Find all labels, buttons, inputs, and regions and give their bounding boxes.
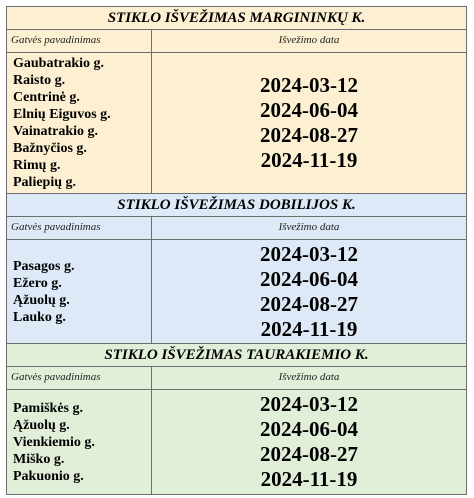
street-item: Vienkiemio g.	[13, 434, 95, 450]
street-item: Pakuonio g.	[13, 468, 84, 484]
column-header-date: Išvežimo data	[278, 221, 340, 233]
body-row	[7, 390, 466, 494]
section-taurakiemio	[6, 344, 467, 495]
column-header-date: Išvežimo data	[278, 34, 340, 46]
section-title: STIKLO IŠVEŽIMAS TAURAKIEMIO K.	[7, 344, 466, 367]
street-item: Ąžuolų g.	[13, 417, 70, 433]
column-header-street: Gatvės pavadinimas	[7, 217, 152, 239]
pickup-date: 2024-11-19	[260, 316, 358, 341]
street-list	[7, 240, 152, 343]
street-item: Pamiškės g.	[13, 400, 83, 416]
street-item: Gaubatrakio g.	[13, 56, 105, 71]
date-list	[152, 390, 466, 494]
street-item: Centrinė g.	[13, 90, 80, 105]
street-item: Rimų g.	[13, 158, 61, 173]
date-list	[152, 240, 466, 343]
street-item: Raisto g.	[13, 73, 66, 88]
section-title: STIKLO IŠVEŽIMAS DOBILIJOS K.	[7, 194, 466, 217]
section-title: STIKLO IŠVEŽIMAS MARGININKŲ K.	[7, 7, 466, 30]
schedule-table	[6, 6, 467, 495]
street-item: Miško g.	[13, 451, 65, 467]
street-item: Vainatrakio g.	[13, 124, 99, 139]
pickup-date: 2024-06-04	[260, 417, 358, 441]
header-row	[7, 217, 466, 240]
street-item: Ežero g.	[13, 275, 62, 291]
column-header-street: Gatvės pavadinimas	[7, 367, 152, 389]
pickup-date: 2024-06-04	[260, 98, 358, 122]
street-item: Lauko g.	[13, 309, 66, 325]
street-item: Ąžuolų g.	[13, 292, 70, 308]
body-row	[7, 53, 466, 193]
pickup-date: 2024-11-19	[260, 148, 358, 172]
column-header-street: Gatvės pavadinimas	[7, 30, 152, 52]
pickup-date: 2024-11-19	[260, 467, 358, 491]
pickup-date: 2024-08-27	[260, 291, 358, 316]
pickup-date: 2024-08-27	[260, 123, 358, 147]
pickup-date: 2024-06-04	[260, 266, 358, 291]
date-list	[152, 53, 466, 193]
column-header-date: Išvežimo data	[278, 371, 340, 383]
street-list	[7, 53, 152, 193]
header-row	[7, 30, 466, 53]
pickup-date: 2024-03-12	[260, 73, 358, 97]
body-row	[7, 240, 466, 343]
pickup-date: 2024-03-12	[260, 392, 358, 416]
street-item: Bažnyčios g.	[13, 141, 87, 156]
street-item: Pasagos g.	[13, 258, 75, 274]
pickup-date: 2024-03-12	[260, 241, 358, 266]
street-item: Paliepių g.	[13, 175, 77, 190]
street-item: Elnių Eiguvos g.	[13, 107, 111, 122]
street-list	[7, 390, 152, 494]
header-row	[7, 367, 466, 390]
section-margininku	[6, 6, 467, 194]
pickup-date: 2024-08-27	[260, 442, 358, 466]
section-dobilijos	[6, 194, 467, 344]
